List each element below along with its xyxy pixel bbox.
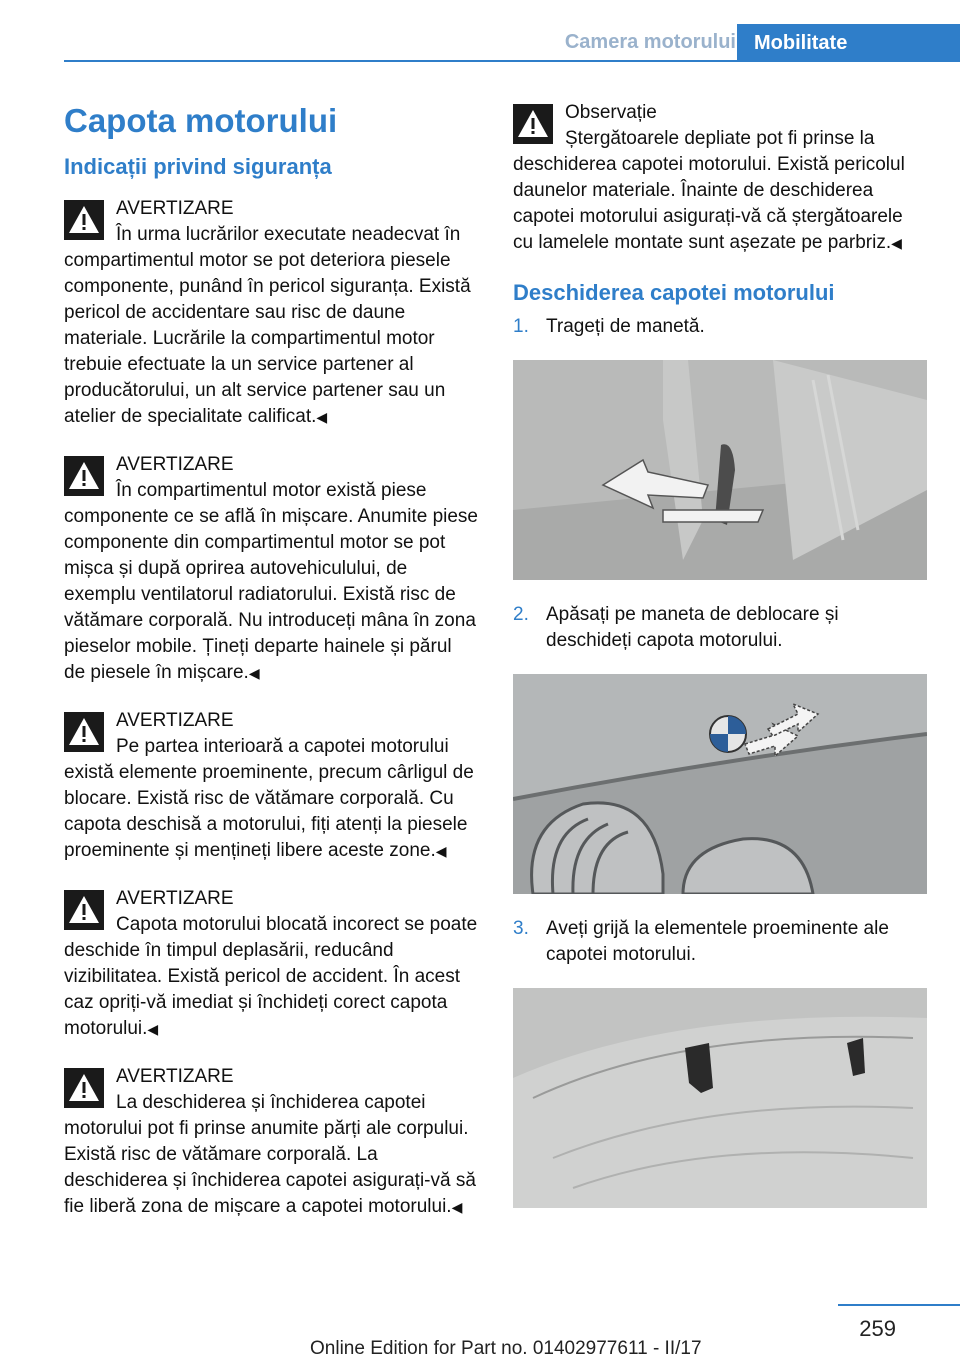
steps-list (513, 602, 927, 654)
warning-text: În compartimentul motor există piese componente ce se află în mișcare. Anumite piese componente din compartimentul motor se pot mișca și după oprirea autovehiculului, de exemplu ventilatorul radiatorului. Există risc de vătămare corporală. Nu introduceți mâna în zona pieselor mobile. Țineți departe hainele și părul de piesele în mișcare. (64, 480, 479, 683)
warning-icon (64, 456, 104, 496)
edition-note: Online Edition for Part no. 01402977611 - II/17 (310, 1338, 702, 1359)
header-rule (64, 60, 960, 62)
step-number: 2. (513, 604, 529, 625)
warning-block (64, 452, 478, 686)
list-item (513, 314, 927, 340)
step-text: Aveți grijă la elementele proeminente ale capotei motorului. (546, 918, 889, 965)
step-number: 3. (513, 918, 529, 939)
hood-unlock-figure (513, 674, 927, 894)
warning-icon (64, 712, 104, 752)
warning-label: AVERTIZARE (116, 710, 234, 731)
left-column (64, 96, 478, 1242)
step-number: 1. (513, 316, 529, 337)
warning-text: Capota motorului blocată incorect se poate deschide în timpul deplasării, reducând vizibilitatea. Există pericol de accident. În acest caz opriți-vă imediat și închideți corect capota motorului. (64, 914, 478, 1039)
end-mark-icon: ◀ (316, 409, 328, 425)
footer-rule (838, 1304, 960, 1306)
chapter-tab[interactable]: Mobilitate (737, 24, 960, 62)
warning-block (64, 1064, 478, 1220)
warning-text: La deschiderea și închiderea capotei motorului pot fi prinse anumite părți ale corpului. Există risc de vătămare corporală. La deschiderea și închiderea capotei asigurați-vă să fie liberă zona de mișcare a capotei motorului. (64, 1092, 476, 1217)
end-mark-icon: ◀ (147, 1021, 159, 1037)
warning-text: Pe partea interioară a capotei motorului există elemente proeminente, precum cârligul de blocare. Există risc de vătămare corporală. Cu capota deschisă a motorului, fiți atenți la piesele proeminente și mențineți libere aceste zone. (64, 736, 474, 861)
warning-label: AVERTIZARE (116, 1066, 234, 1087)
step-text: Apăsați pe maneta de deblocare și deschideți capota motorului. (546, 604, 839, 651)
end-mark-icon: ◀ (891, 235, 902, 251)
steps-list (513, 916, 927, 968)
warning-label: AVERTIZARE (116, 454, 234, 475)
list-item (513, 602, 927, 654)
warning-block (64, 886, 478, 1042)
warning-block (64, 196, 478, 430)
warning-block (64, 708, 478, 864)
warning-label: AVERTIZARE (116, 198, 234, 219)
page-number: 259 (859, 1316, 896, 1341)
right-column (513, 100, 927, 1230)
list-item (513, 916, 927, 968)
page-title: Capota motorului (64, 102, 338, 139)
section-title: Deschiderea capotei motorului (513, 280, 835, 305)
note-text: Ștergătoarele depliate pot fi prinse la deschiderea capotei motorului. Există pericolul daunelor materiale. Înainte de deschiderea capotei motorului asigurați-vă că ștergătoarele cu lamelele montate sunt așezate pe parbriz. (513, 128, 905, 253)
hood-release-lever-figure (513, 360, 927, 580)
end-mark-icon: ◀ (451, 1199, 463, 1215)
warning-icon (64, 1068, 104, 1108)
warning-text: În urma lucrărilor executate neadecvat în compartimentul motor se pot deteriora piesele componente, punând în pericol siguranța. Există pericol de accidentare sau risc de daune materiale. Lucrările la compartimentul motor trebuie efectuate la un service partener al producătorului, un alt service partener sau un atelier de specialitate calificat. (64, 224, 471, 427)
end-mark-icon: ◀ (435, 843, 447, 859)
warning-icon (513, 104, 553, 144)
end-mark-icon: ◀ (248, 665, 260, 681)
header-bar (0, 24, 960, 62)
warning-icon (64, 200, 104, 240)
steps-list (513, 314, 927, 340)
note-label: Observație (565, 102, 657, 123)
section-tab[interactable]: Camera motorului (564, 31, 736, 53)
note-block (513, 100, 927, 256)
hood-underside-figure (513, 988, 927, 1208)
step-text: Trageți de manetă. (546, 316, 705, 337)
safety-subtitle: Indicații privind siguranța (64, 154, 332, 179)
warning-icon (64, 890, 104, 930)
warning-label: AVERTIZARE (116, 888, 234, 909)
